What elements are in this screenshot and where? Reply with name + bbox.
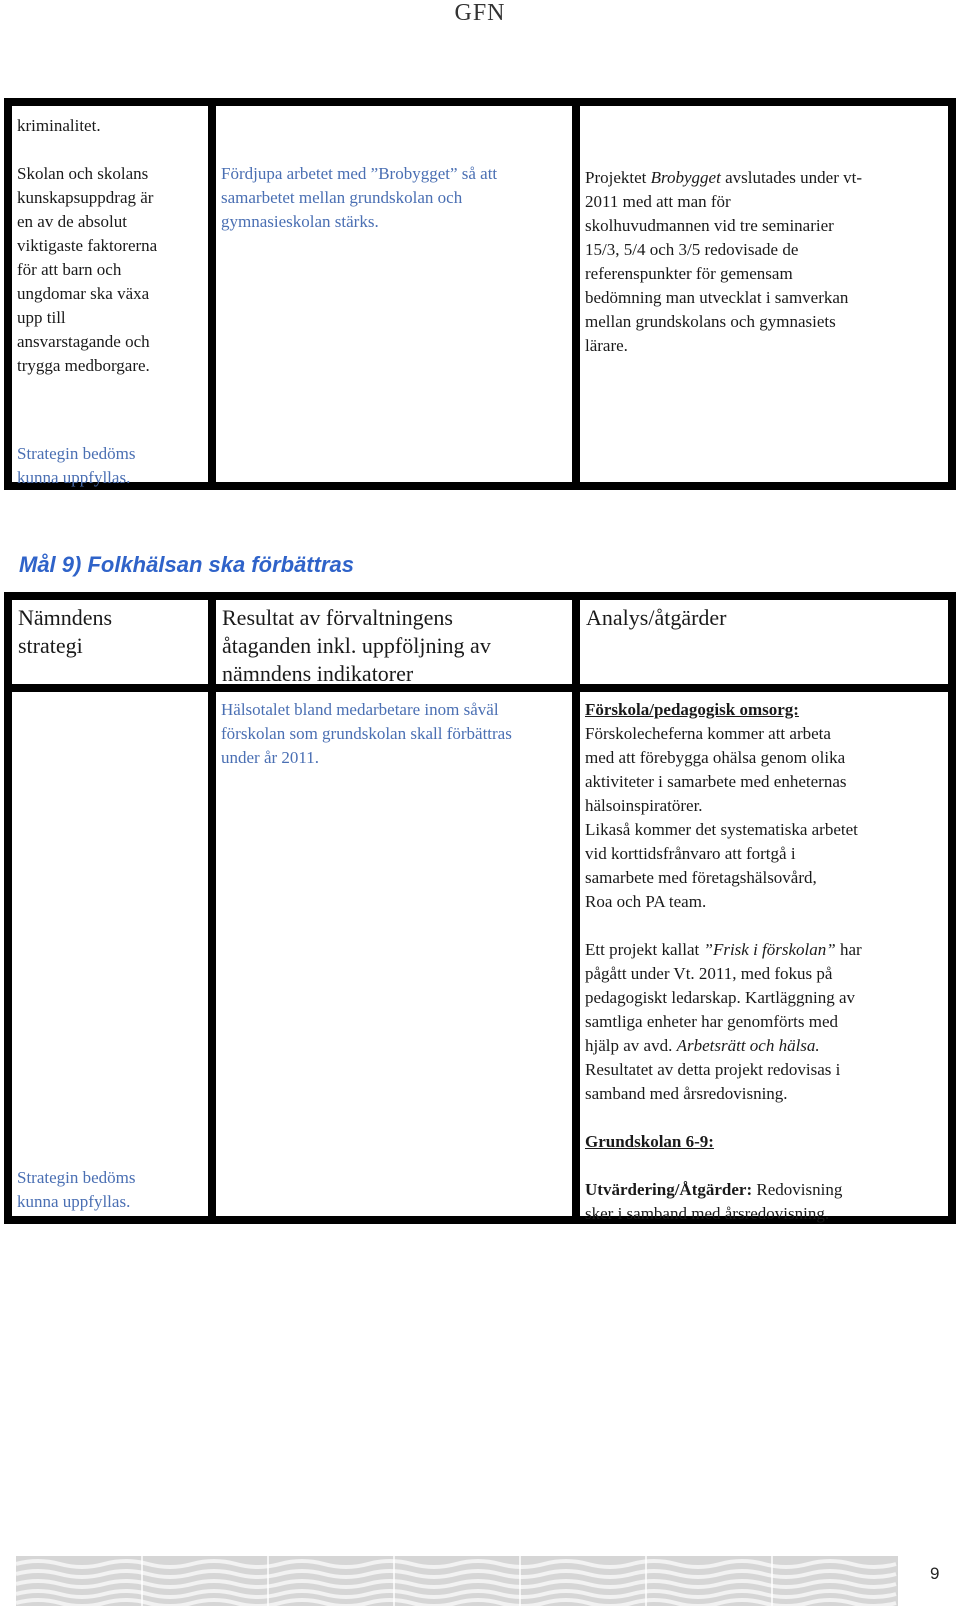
table1-col3-line: lärare. [585,336,628,355]
table1-col3-line: referenspunkter för gemensam [585,264,793,283]
table1-col2-line: gymnasieskolan stärks. [221,212,379,231]
text-run: Projektet [585,168,651,187]
table1-col1-line: kriminalitet. [17,116,101,135]
analysis-line: Roa och PA team. [585,892,707,911]
table1-col2-line: Fördjupa arbetet med ”Brobygget” så att [221,164,498,183]
table1-col3-line: mellan grundskolans och gymnasiets [585,312,836,331]
status-line: kunna uppfyllas. [17,1192,131,1211]
page-header-title: GFN [454,0,506,26]
body-analysis-cell [580,692,948,1223]
evaluation-label: Utvärdering/Åtgärder: [585,1180,753,1199]
header-line: åtaganden inkl. uppföljning av [222,633,491,658]
section-heading-grundskolan: Grundskolan 6-9: [585,1132,714,1151]
analysis-line: aktiviteter i samarbete med enheternas [585,772,847,791]
table1-col1-line: ansvarstagande och [17,332,150,351]
header-line: nämndens indikatorer [222,661,414,686]
table1-status [17,442,207,490]
table1-result-cell [216,106,572,482]
table1-col3-line: 2011 med att man för [585,192,731,211]
body-result-cell [216,692,572,1216]
folkhalsa-table [4,592,956,1224]
analysis-line: samband med årsredovisning. [585,1084,788,1103]
analysis-line [585,1034,945,1058]
analysis-line: samtliga enheter har genomförts med [585,1012,839,1031]
table1-col1-line: en av de absolut [17,212,127,231]
result-line: under år 2011. [221,748,320,767]
table2-status [17,1166,207,1214]
header-line: Analys/åtgärder [586,605,727,630]
analysis-line [585,938,945,962]
goal-heading: Mål 9) Folkhälsan ska förbättras [19,552,354,577]
section-heading-forskola: Förskola/pedagogisk omsorg: [585,700,799,719]
table1-col3-line: 15/3, 5/4 och 3/5 redovisade de [585,240,799,259]
table1-col3-line: skolhuvudmannen vid tre seminarier [585,216,834,235]
table1-col1-line: kunskapsuppdrag är [17,188,154,207]
table1-col1-line: ungdomar ska växa [17,284,150,303]
footer-wave-band [16,1556,898,1606]
analysis-line: hälsoinspiratörer. [585,796,703,815]
text-run: hjälp av avd. [585,1036,677,1055]
status-line: kunna uppfyllas. [17,468,131,487]
header-strategy [12,600,208,684]
table1-col1-line: upp till [17,308,66,327]
header-result [216,600,572,684]
table1-col1-line: för att barn och [17,260,122,279]
page-number: 9 [930,1564,940,1583]
header-analysis [580,600,948,684]
header-line: Nämndens [18,605,113,630]
analysis-line: Resultatet av detta projekt redovisas i [585,1060,841,1079]
italic-project-name: Brobygget [650,168,721,187]
header-line: Resultat av förvaltningens [222,605,453,630]
analysis-line: vid korttidsfrånvaro att fortgå i [585,844,796,863]
status-line: Strategin bedöms [17,1168,136,1187]
table1-col3-line [585,166,945,190]
italic-project-name: ”Frisk i förskolan” [703,940,836,959]
table1-col1-line: Skolan och skolans [17,164,149,183]
analysis-line: Likaså kommer det systematiska arbetet [585,820,858,839]
analysis-line: Förskolecheferna kommer att arbeta [585,724,831,743]
table1-analysis-cell [580,106,948,482]
strategy-table-continued [4,98,956,490]
evaluation-line [585,1178,945,1202]
text-run: avslutades under vt- [720,168,862,187]
table1-col1-line: trygga medborgare. [17,356,150,375]
text-run: Ett projekt kallat [585,940,704,959]
text-run: Redovisning [752,1180,843,1199]
table1-col3-line: bedömning man utvecklat i samverkan [585,288,849,307]
header-line: strategi [18,633,83,658]
result-line: Hälsotalet bland medarbetare inom såväl [221,700,499,719]
status-line: Strategin bedöms [17,444,136,463]
analysis-line: pågått under Vt. 2011, med fokus på [585,964,833,983]
body-strategy-cell [12,692,208,1216]
table1-col2-line: samarbetet mellan grundskolan och [221,188,463,207]
evaluation-line: sker i samband med årsredovisning. [585,1204,830,1223]
text-run: har [835,940,862,959]
analysis-line: med att förebygga ohälsa genom olika [585,748,846,767]
analysis-line: pedagogiskt ledarskap. Kartläggning av [585,988,856,1007]
table1-strategy-cell [12,106,208,487]
result-line: förskolan som grundskolan skall förbättras [221,724,512,743]
table1-col1-line: viktigaste faktorerna [17,236,158,255]
italic-dept-name: Arbetsrätt och hälsa. [676,1036,820,1055]
analysis-line: samarbete med företagshälsovård, [585,868,817,887]
